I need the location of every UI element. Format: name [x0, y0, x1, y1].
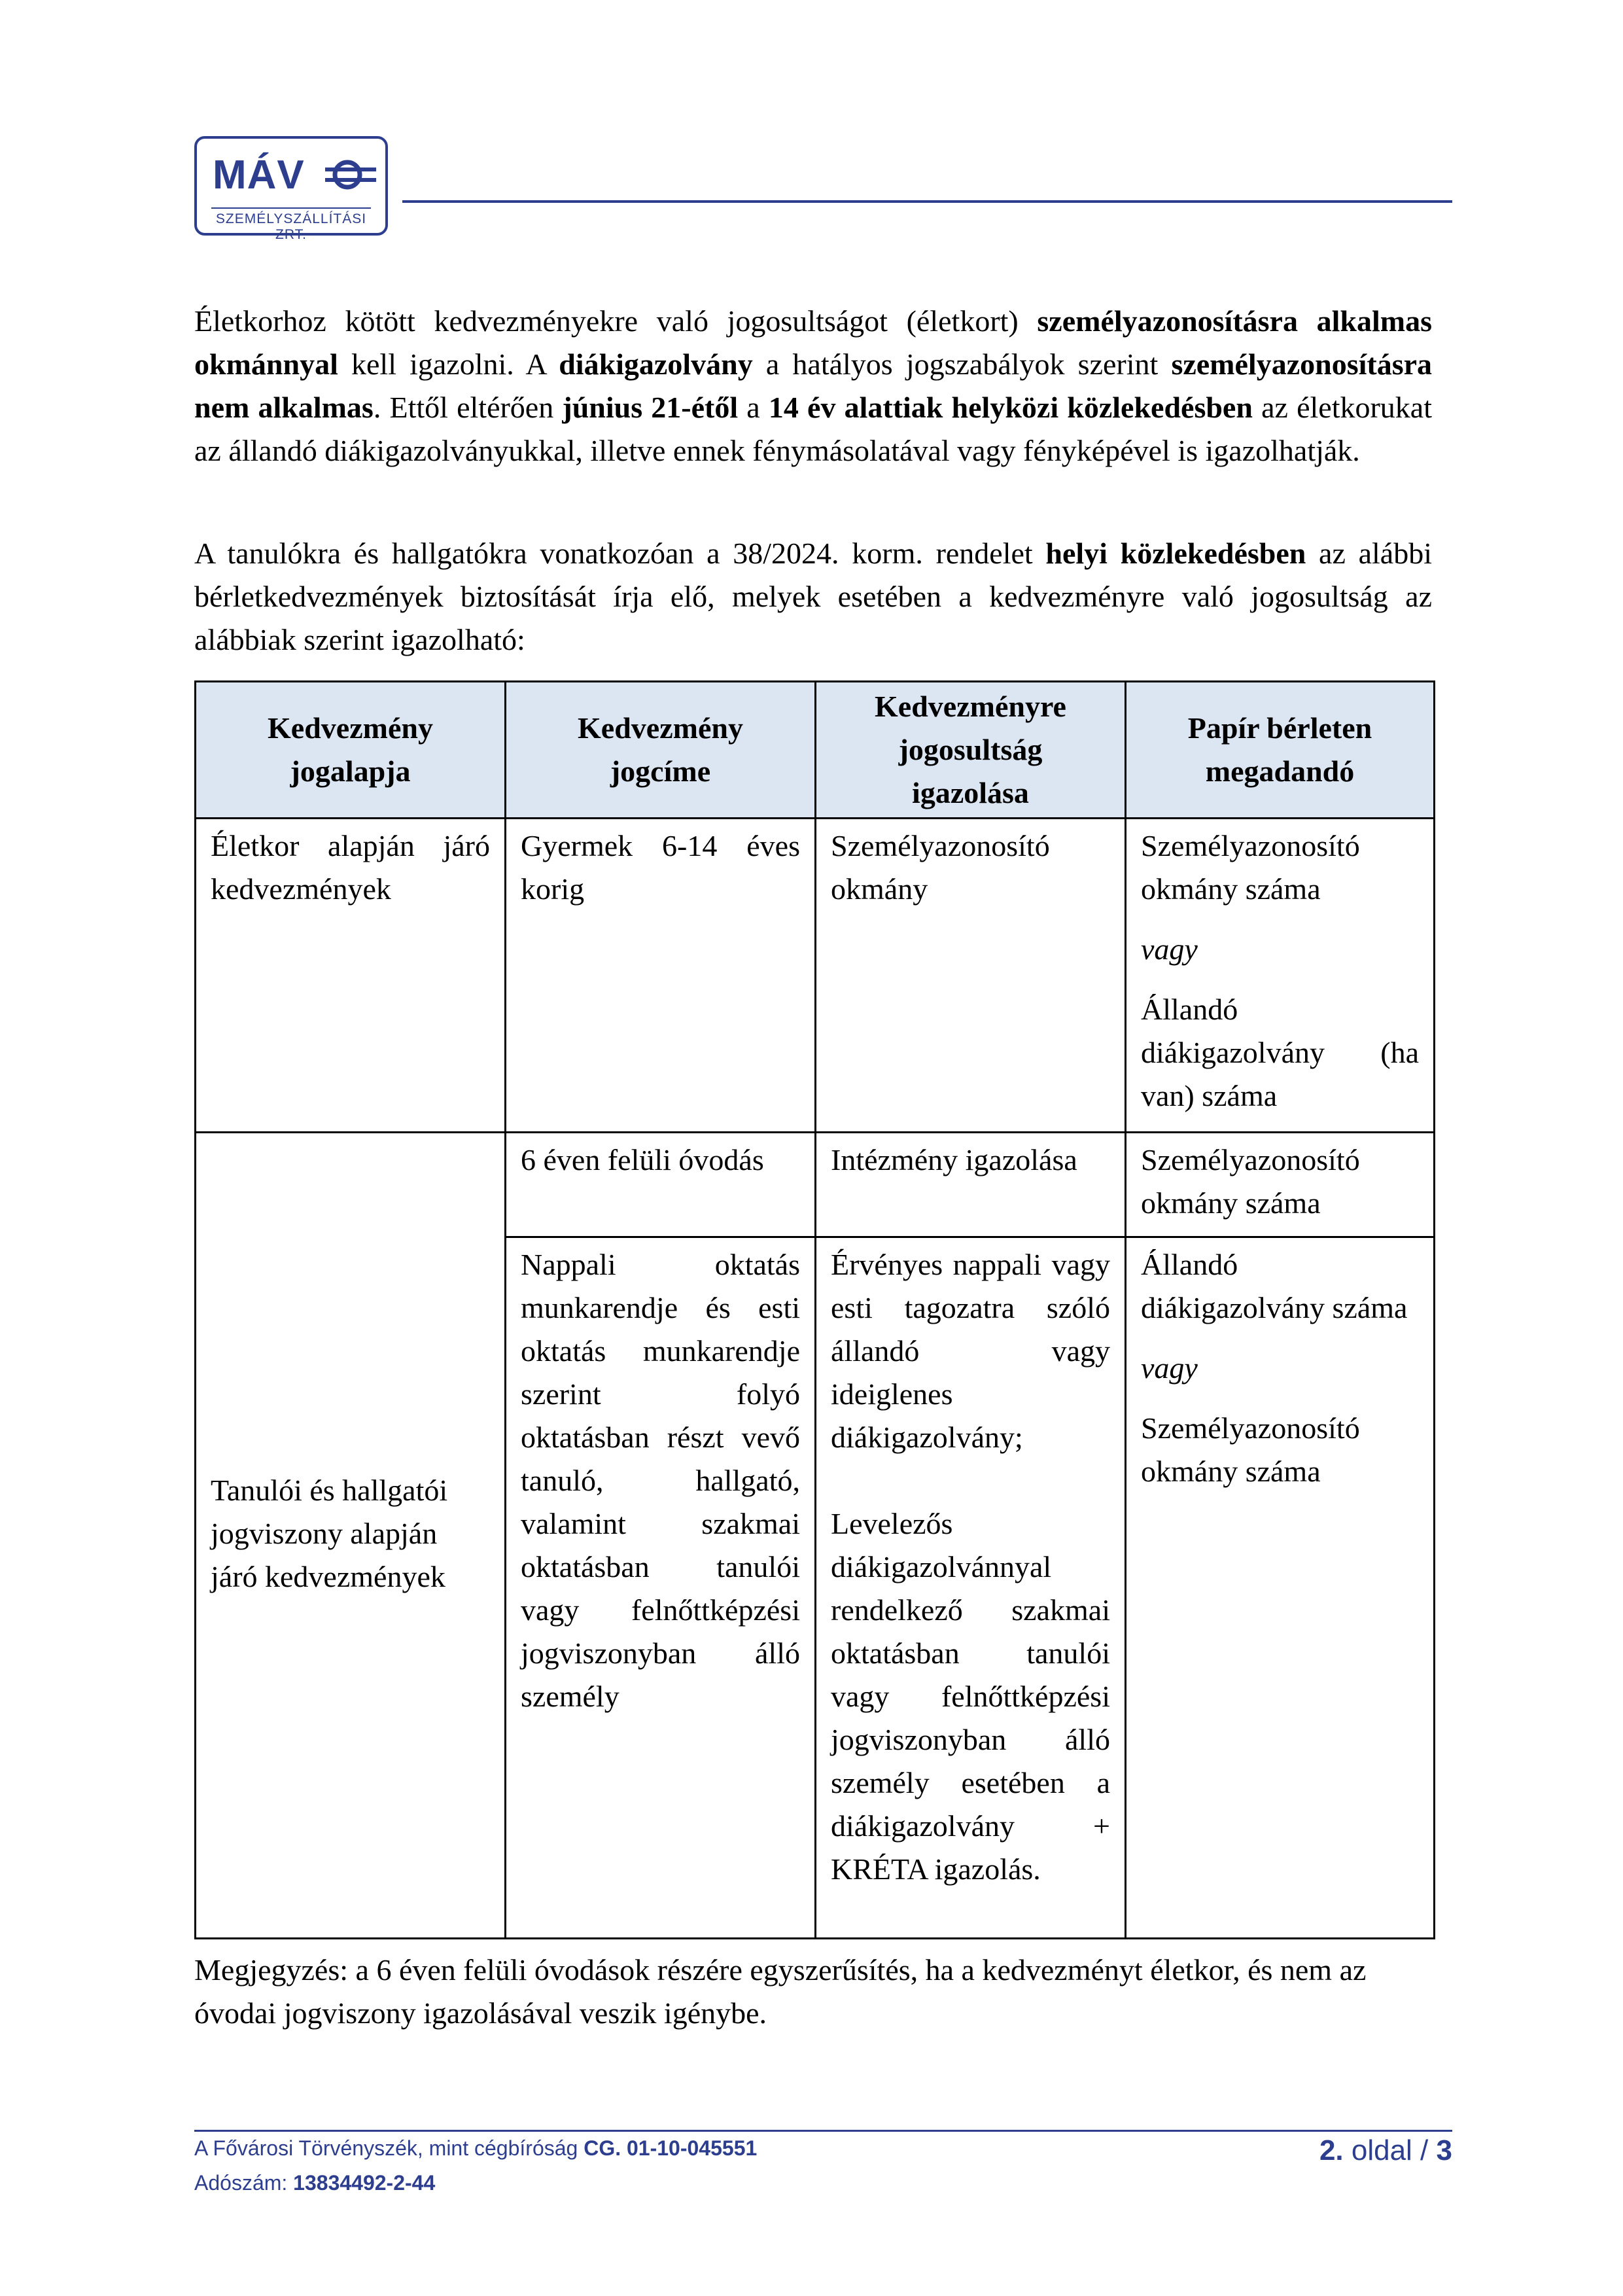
- or-label: vagy: [1141, 1351, 1198, 1385]
- header-line: Kedvezmény: [268, 711, 433, 745]
- spacer: [1141, 971, 1419, 988]
- cell-title: Nappali oktatás munkarendje és esti oktatás munkarendje szerint folyó oktatásban részt vevő tanuló, hallgató, valamint szakmai oktatásban tanulói vagy felnőttképzési jogviszonyban álló személy: [506, 1237, 816, 1939]
- paper-option: Állandó diákigazolvány száma: [1141, 1248, 1408, 1324]
- cell-proof: Intézmény igazolása: [816, 1133, 1126, 1237]
- spacer: [1141, 1330, 1419, 1347]
- table-row: [196, 819, 1435, 1133]
- text-span: Életkorhoz kötött kedvezményekre való jogosultságot (életkort): [194, 304, 1038, 338]
- page-total: 3: [1436, 2134, 1452, 2166]
- cell-paper: [1126, 1237, 1435, 1939]
- tax-number: 13834492-2-44: [293, 2171, 436, 2195]
- wheel-icon: [325, 158, 376, 191]
- bold-span: helyi közlekedésben: [1045, 537, 1306, 570]
- cell-proof: Személyazonosító okmány: [816, 819, 1126, 1133]
- spacer: [1141, 1390, 1419, 1407]
- header-line: jogalapja: [290, 754, 411, 788]
- header-line: Papír bérleten: [1187, 711, 1372, 745]
- footer-label: Adószám:: [194, 2171, 294, 2195]
- text-span: az alábbi bérletkedvezmények biztosítását írja elő, melyek esetében a kedvezményre való jogosultság az alábbiak szerint igazolható:: [194, 537, 1432, 656]
- mav-logo: [194, 136, 388, 242]
- cell-title: 6 éven felüli óvodás: [506, 1133, 816, 1237]
- page-word: oldal /: [1343, 2134, 1437, 2166]
- cell-paper: [1126, 819, 1435, 1133]
- intro-paragraph: [194, 300, 1432, 472]
- header-line: Kedvezmény: [578, 711, 743, 745]
- bold-span: diákigazolvány: [559, 347, 753, 381]
- or-label: vagy: [1141, 932, 1198, 966]
- header-paper: [1126, 682, 1435, 819]
- text-span: kell igazolni. A: [338, 347, 559, 381]
- logo-subtitle: SZEMÉLYSZÁLLÍTÁSI ZRT.: [211, 207, 371, 243]
- footer-label: A Fővárosi Törvényszék, mint cégbíróság: [194, 2136, 584, 2160]
- discount-table: [194, 680, 1435, 1939]
- cell-paper: Személyazonosító okmány száma: [1126, 1133, 1435, 1237]
- paper-option: Személyazonosító okmány száma: [1141, 829, 1360, 906]
- cell-title: Gyermek 6-14 éves korig: [506, 819, 816, 1133]
- text-span: az életkorukat az állandó diákigazolványukkal, illetve ennek fénymásolatával vagy fényképével is igazolhatják.: [194, 391, 1432, 467]
- header-proof: [816, 682, 1126, 819]
- header-divider: [402, 200, 1452, 203]
- logo-text: MÁV: [213, 152, 305, 198]
- cell-proof: [816, 1237, 1126, 1939]
- footer-tax: [194, 2171, 435, 2195]
- spacer: [1141, 911, 1419, 928]
- header-line: megadandó: [1205, 754, 1355, 788]
- bold-span: június 21-étől: [562, 391, 739, 424]
- cell-basis: Tanulói és hallgatói jogviszony alapján járó kedvezmények: [196, 1133, 506, 1939]
- bold-span: személyazonosításra nem alkalmas: [194, 347, 1433, 424]
- text-span: A tanulókra és hallgatókra vonatkozóan a 38/2024. korm. rendelet: [194, 537, 1046, 570]
- header-line: jogosultság: [898, 733, 1043, 766]
- footer-divider: [194, 2130, 1452, 2132]
- note-text: Megjegyzés: a 6 éven felüli óvodások részére egyszerűsítés, ha a kedvezményt életkor, és nem az óvodai jogviszony igazolásával veszik igénybe.: [194, 1953, 1367, 2030]
- bold-span: személyazonosításra alkalmas okmánnyal: [194, 304, 1433, 381]
- text-span: . Ettől eltérően: [373, 391, 563, 424]
- regulation-paragraph: [194, 532, 1432, 662]
- header-title: [506, 682, 816, 819]
- table-header-row: [196, 682, 1435, 819]
- page-current: 2.: [1319, 2134, 1344, 2166]
- header-line: Kedvezményre: [875, 690, 1066, 723]
- footer-court: [194, 2136, 757, 2161]
- company-registration-number: CG. 01-10-045551: [584, 2136, 758, 2160]
- header-line: jogcíme: [610, 754, 711, 788]
- proof-option: Érvényes nappali vagy esti tagozatra szóló állandó vagy ideiglenes diákigazolvány;: [831, 1248, 1110, 1454]
- spacer: [831, 1459, 1110, 1502]
- text-span: a hatályos jogszabályok szerint: [752, 347, 1172, 381]
- paper-option: Állandó diákigazolvány (ha van) száma: [1141, 993, 1419, 1112]
- header-basis: [196, 682, 506, 819]
- table-row: [196, 1133, 1435, 1237]
- bold-span: 14 év alattiak helyközi közlekedésben: [768, 391, 1253, 424]
- proof-option: Levelezős diákigazolvánnyal rendelkező szakmai oktatásban tanulói vagy felnőttképzési jogviszonyban álló személy esetében a diákigazolvány + KRÉTA igazolás.: [831, 1507, 1110, 1886]
- text-span: a: [738, 391, 769, 424]
- cell-basis: Életkor alapján járó kedvezmények: [196, 819, 506, 1133]
- header-line: igazolása: [912, 776, 1029, 809]
- paper-option: Személyazonosító okmány száma: [1141, 1411, 1360, 1488]
- page-number: [1319, 2134, 1452, 2167]
